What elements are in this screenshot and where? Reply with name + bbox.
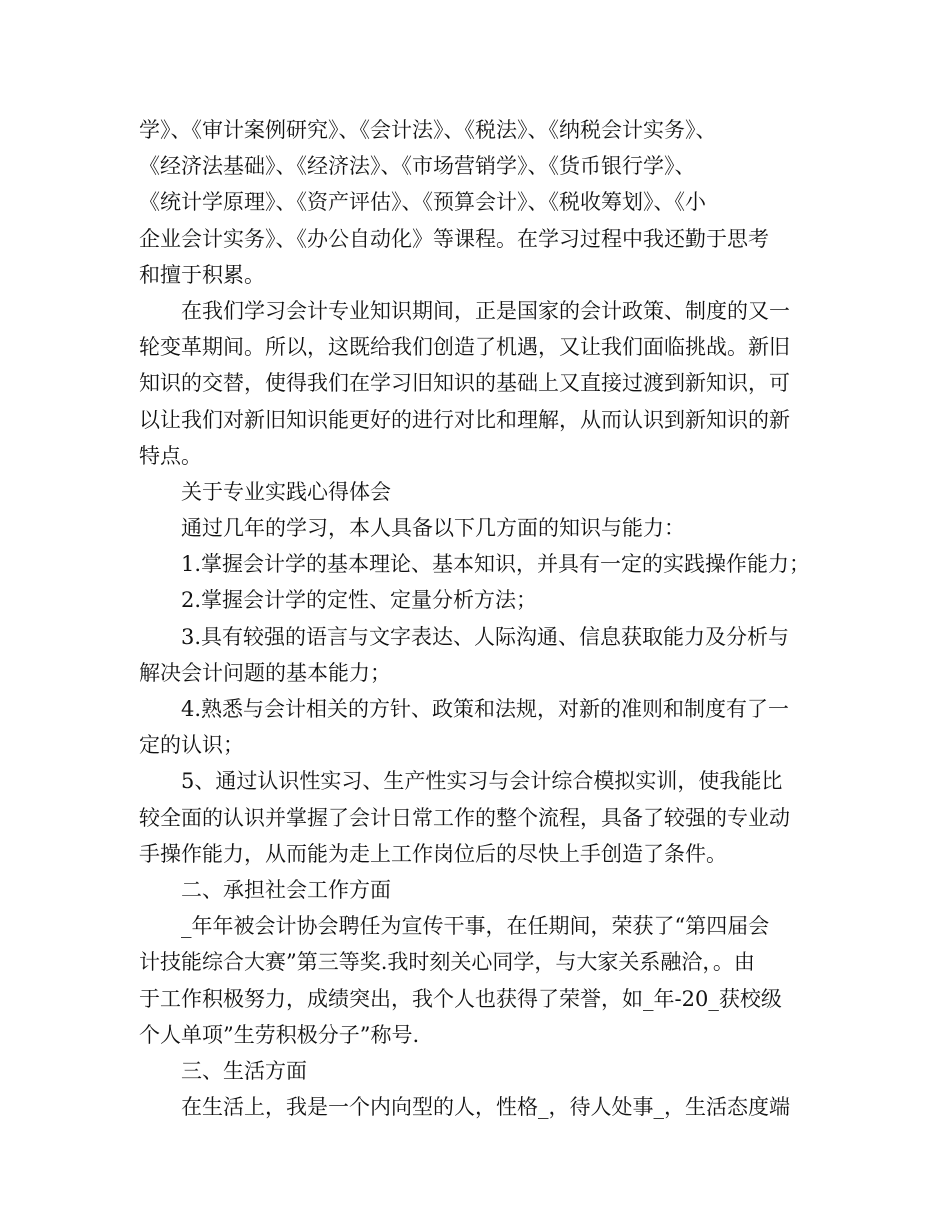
paragraph-start-line: _年年被会计协会聘任为宣传干事，在任期间，荣获了“第四届会: [181, 914, 770, 939]
text-line: 企业会计实务》、《办公自动化》等课程。在学习过程中我还勤于思考: [139, 226, 769, 251]
text-line: 解决会计问题的基本能力；: [139, 660, 391, 685]
paragraph-start-line: 在我们学习会计专业知识期间，正是国家的会计政策、制度的又一: [181, 298, 790, 323]
text-line: 较全面的认识并掌握了会计日常工作的整个流程，具备了较强的专业动: [139, 805, 790, 830]
text-line: 于工作积极努力，成绩突出，我个人也获得了荣誉，如_年-20_获校级: [139, 986, 782, 1011]
text-line: 知识的交替，使得我们在学习旧知识的基础上又直接过渡到新知识，可: [139, 371, 790, 396]
section-heading: 三、生活方面: [181, 1058, 307, 1083]
text-line: 《统计学原理》、《资产评估》、《预算会计》、《税收筹划》、《小: [139, 190, 706, 215]
text-line: 计技能综合大赛”第三等奖.我时刻关心同学，与大家关系融洽，。由: [139, 950, 755, 975]
section-heading: 关于专业实践心得体会: [181, 479, 391, 504]
list-item-1: 1.掌握会计学的基本理论、基本知识，并具有一定的实践操作能力；: [181, 552, 811, 577]
text-line: 以让我们对新旧知识能更好的进行对比和理解，从而认识到新知识的新: [139, 407, 790, 432]
text-line: 轮变革期间。所以，这既给我们创造了机遇，又让我们面临挑战。新旧: [139, 335, 790, 360]
list-item-2: 2.掌握会计学的定性、定量分析方法；: [181, 588, 538, 613]
list-item-4: 4.熟悉与会计相关的方针、政策和法规，对新的准则和制度有了一: [181, 697, 790, 721]
text-line: 个人单项”生劳积极分子”称号.: [139, 1022, 420, 1047]
section-heading: 二、承担社会工作方面: [181, 877, 391, 902]
text-line: 定的认识；: [139, 733, 244, 758]
text-line: 手操作能力，从而能为走上工作岗位后的尽快上手创造了条件。: [139, 841, 727, 866]
paragraph-start-line: 通过几年的学习，本人具备以下几方面的知识与能力：: [181, 516, 685, 541]
text-line: 特点。: [139, 443, 202, 468]
text-line: 和擅于积累。: [139, 262, 265, 287]
list-item-5: 5、通过认识性实习、生产性实习与会计综合模拟实训，使我能比: [181, 769, 783, 794]
list-item-3: 3.具有较强的语言与文字表达、人际沟通、信息获取能力及分析与: [181, 624, 790, 649]
text-line: 学》、《审计案例研究》、《会计法》、《税法》、《纳税会计实务》、: [139, 118, 717, 142]
body-text: [139, 112, 819, 1125]
paragraph-start-line: 在生活上，我是一个内向型的人，性格_，待人处事_，生活态度端: [181, 1095, 790, 1120]
text-line: 《经济法基础》、《经济法》、《市场营销学》、《货币银行学》、: [139, 154, 696, 179]
